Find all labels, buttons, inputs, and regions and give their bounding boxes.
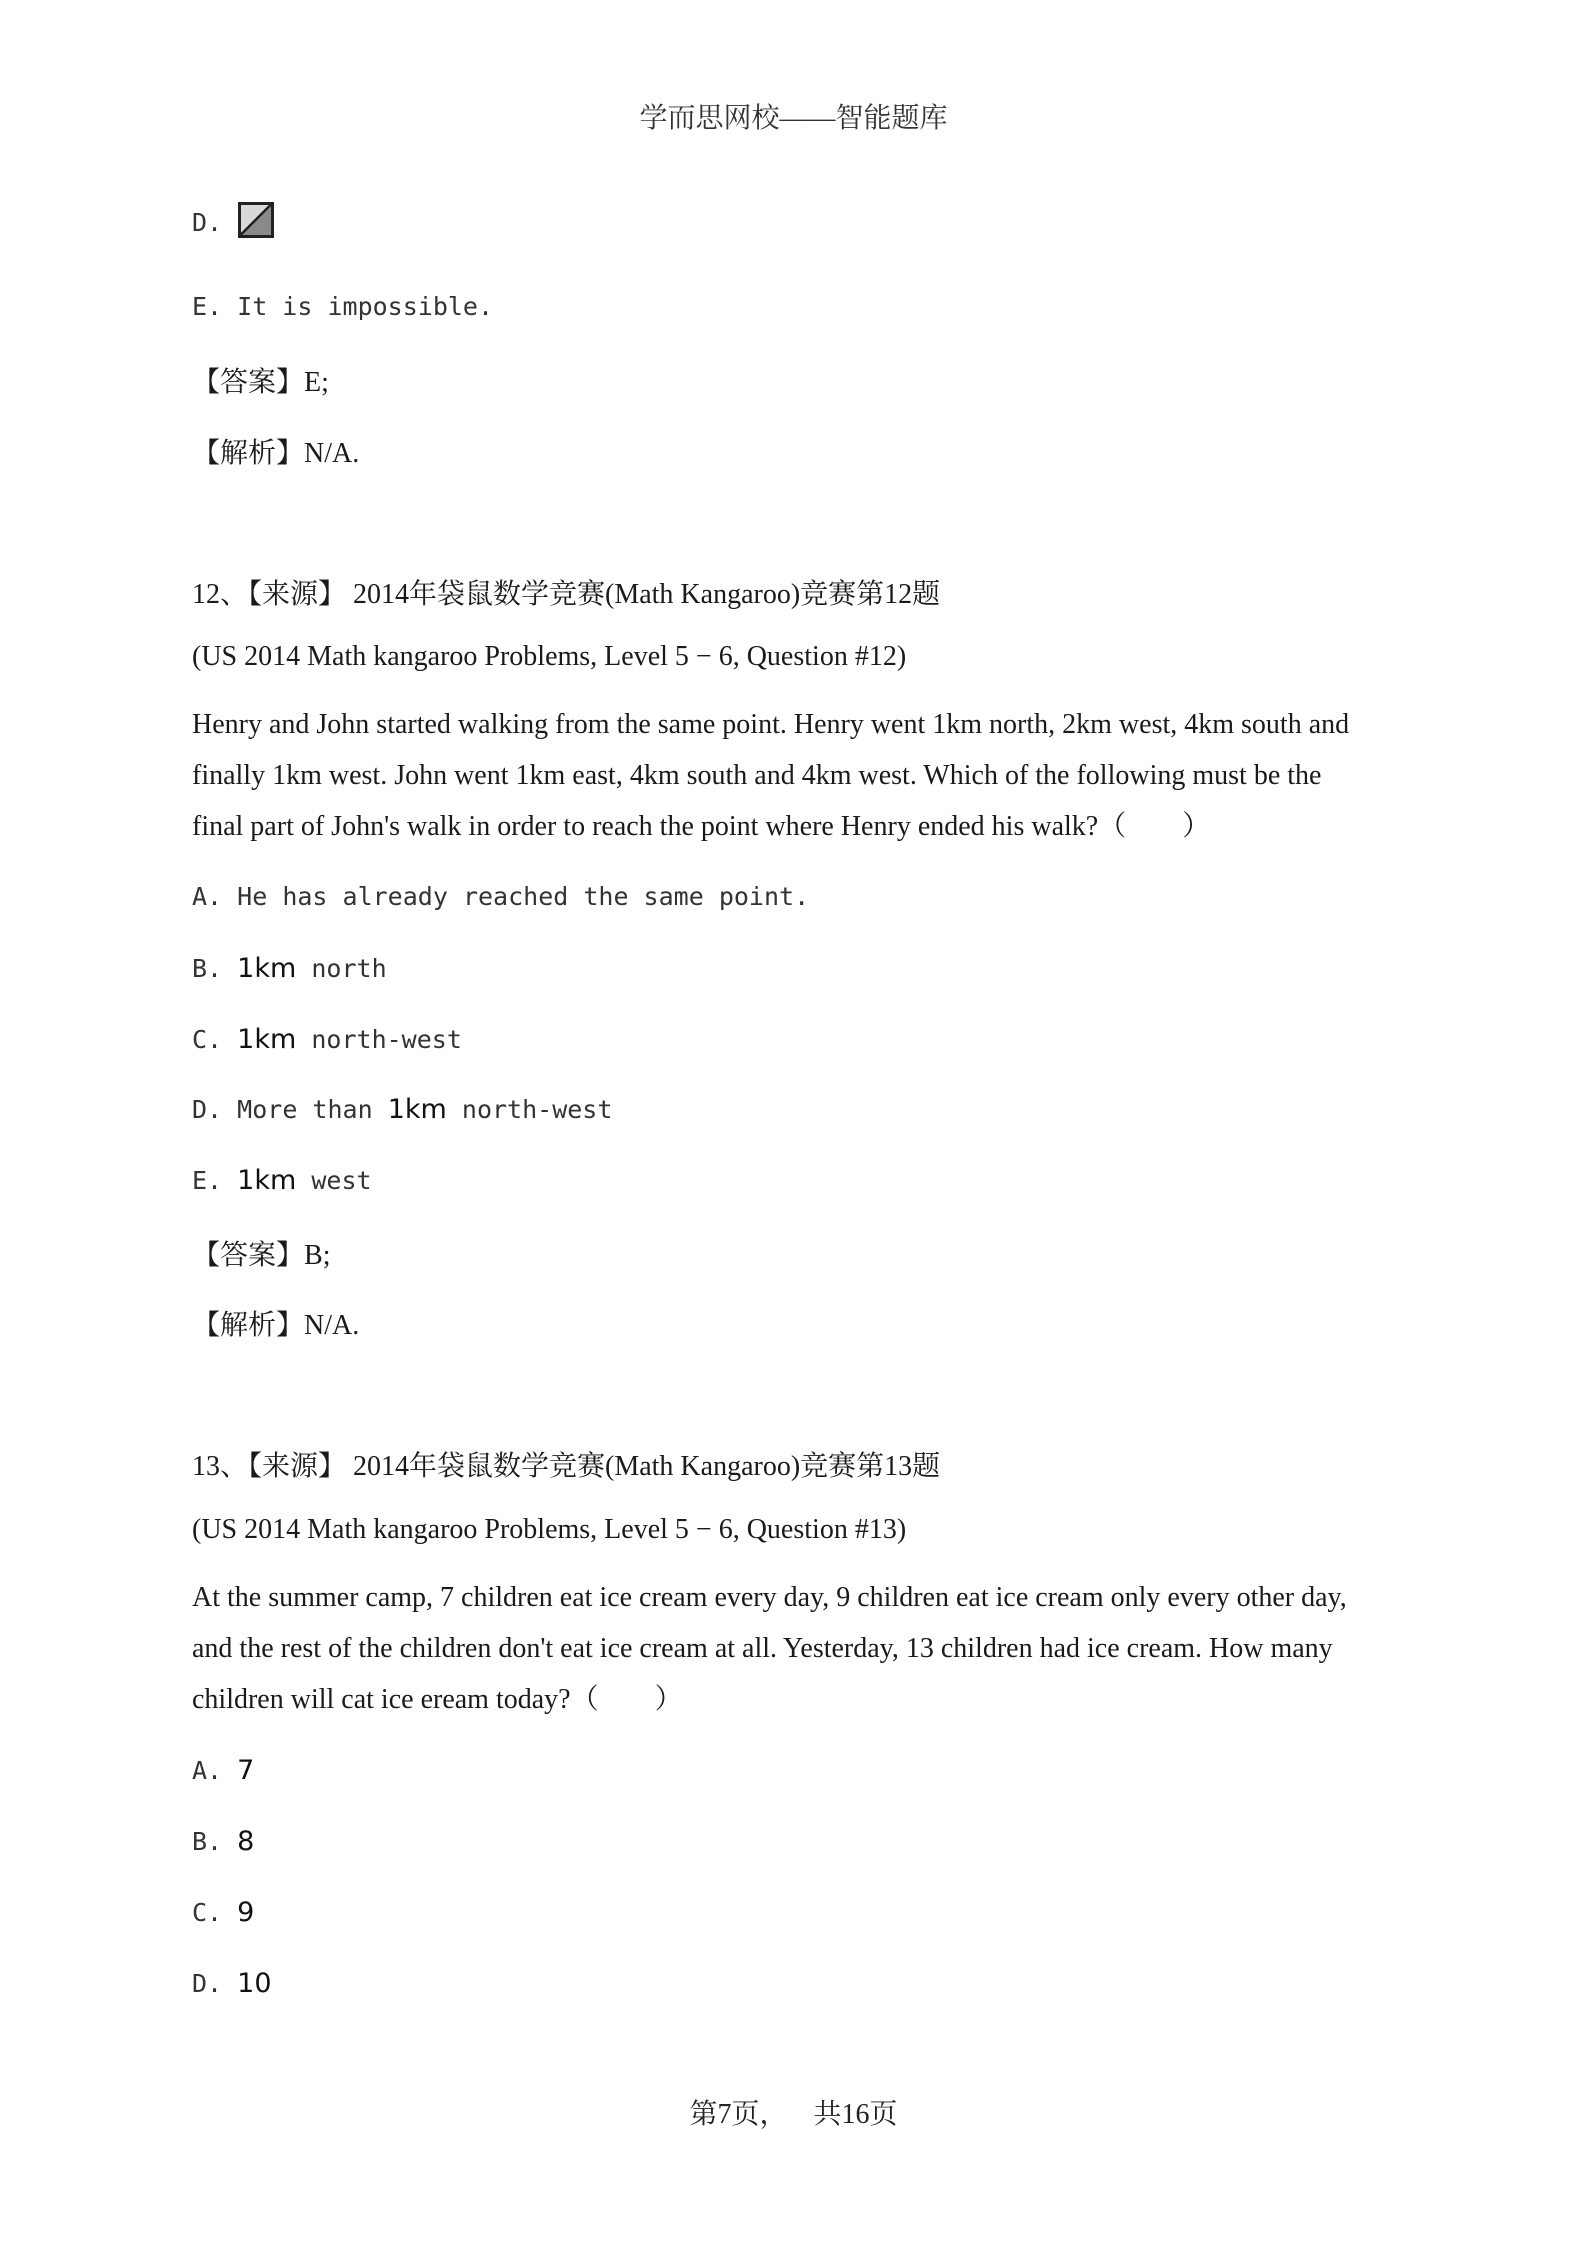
option-prefix: More than [237,1095,373,1124]
q12-question-text [192,699,1452,852]
q13-option-b [192,1826,254,1857]
analysis-tag: 【解析】 [192,1310,305,1341]
q13-text-line: At the summer camp, 7 children eat ice cream every day, 9 children eat ice cream only every other day, [192,1582,1347,1613]
q12-source: 12、【来源】 2014年袋鼠数学竞赛(Math Kangaroo)竞赛第12题 [192,579,941,610]
q13-subtitle: (US 2014 Math kangaroo Problems, Level 5 − 6, Question #13) [192,1514,907,1545]
option-letter: A. [192,882,223,911]
answer-value: B; [304,1240,331,1271]
option-value: 9 [237,1897,255,1928]
q13-option-a [192,1755,254,1786]
q12-text-line: finally 1km west. John went 1km east, 4km south and 4km west. Which of the following must be the [192,760,1322,791]
q12-option-b [192,953,387,984]
option-value: 7 [237,1755,255,1786]
option-text: north-west [311,1025,462,1054]
option-value: 1km [237,1165,297,1196]
option-letter: B. [192,1827,223,1856]
q12-option-e [192,1165,372,1196]
q12-option-d [192,1094,612,1125]
option-text: He has already reached the same point. [237,882,810,911]
analysis-value: N/A. [304,1310,360,1341]
answer-tag: 【答案】 [192,1240,305,1271]
option-letter: C. [192,1025,223,1054]
q12-option-c [192,1024,462,1055]
option-value: 1km [237,953,297,984]
option-letter: D. [192,1095,223,1124]
page-header: 学而思网校——智能题库 [639,103,948,134]
q13-option-d [192,1968,272,1999]
option-value: 1km [387,1094,447,1125]
q12-text-line: Henry and John started walking from the same point. Henry went 1km north, 2km west, 4km south and [192,709,1350,740]
diagonal-square-image [238,202,274,238]
analysis-tag: 【解析】 [192,438,305,469]
option-letter: D. [192,208,223,237]
q12-subtitle: (US 2014 Math kangaroo Problems, Level 5 − 6, Question #12) [192,641,907,672]
option-d-prev [192,206,274,242]
q12-option-a [192,882,809,911]
answer-line-prev [192,360,329,400]
q13-source: 13、【来源】 2014年袋鼠数学竞赛(Math Kangaroo)竞赛第13题 [192,1451,941,1482]
option-value: 10 [237,1968,272,1999]
page-number: 第7页， [689,2099,788,2130]
page-total: 共16页 [813,2099,898,2130]
option-letter: B. [192,954,223,983]
option-text: north [311,954,387,983]
option-text: north-west [461,1095,613,1124]
q13-text-line: children will cat ice eream today?（ ） [192,1684,683,1715]
option-letter: C. [192,1898,223,1927]
analysis-value: N/A. [304,438,360,469]
q12-analysis-line [192,1303,359,1343]
option-e-prev: E. It is impossible. [192,292,494,321]
page-footer [0,2092,1587,2132]
q12-text-line: final part of John's walk in order to reach the point where Henry ended his walk?（ ） [192,811,1211,842]
option-letter: A. [192,1756,223,1785]
answer-value: E; [304,367,329,398]
option-letter: D. [192,1969,223,1998]
option-value: 1km [237,1024,297,1055]
answer-tag: 【答案】 [192,367,305,398]
q13-option-c [192,1897,254,1928]
analysis-line-prev [192,431,359,471]
q13-text-line: and the rest of the children don't eat ice cream at all. Yesterday, 13 children had ice cream. How many [192,1633,1333,1664]
q13-question-text [192,1572,1452,1725]
option-letter: E. [192,1166,223,1195]
option-value: 8 [237,1826,255,1857]
q12-answer-line [192,1233,330,1273]
option-text: west [311,1166,372,1195]
